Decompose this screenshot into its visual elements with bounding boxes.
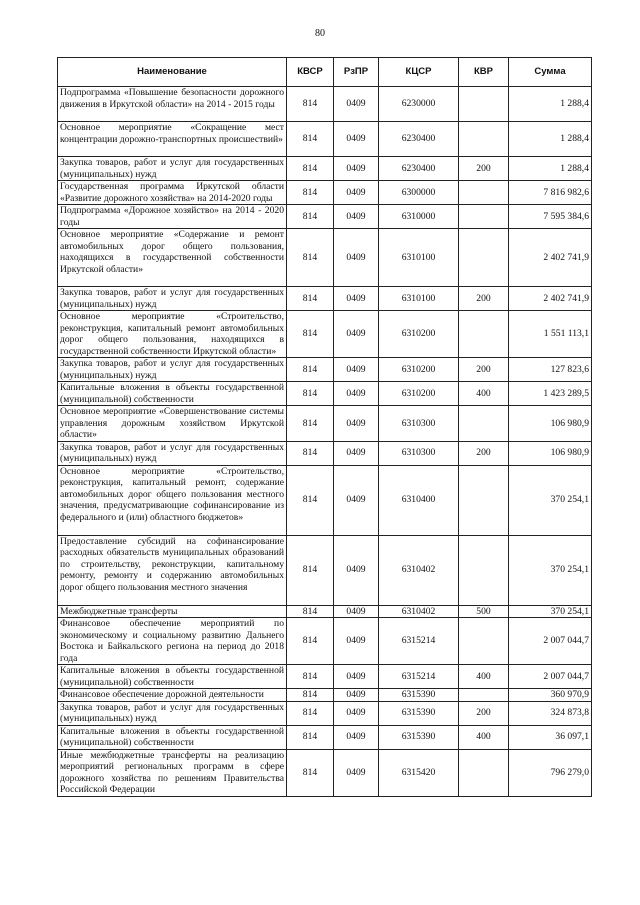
cell-rzpr: 0409 bbox=[334, 749, 379, 796]
cell-kvsr: 814 bbox=[287, 749, 334, 796]
cell-rzpr: 0409 bbox=[334, 406, 379, 442]
cell-rzpr: 0409 bbox=[334, 605, 379, 618]
cell-rzpr: 0409 bbox=[334, 87, 379, 122]
cell-kvsr: 814 bbox=[287, 689, 334, 702]
cell-kvr: 200 bbox=[459, 358, 509, 382]
cell-sum: 1 423 289,5 bbox=[509, 382, 592, 406]
table-row bbox=[58, 725, 592, 749]
cell-sum: 127 823,6 bbox=[509, 358, 592, 382]
cell-kvsr: 814 bbox=[287, 87, 334, 122]
cell-name: Финансовое обеспечение дорожной деятельности bbox=[58, 689, 287, 702]
cell-rzpr: 0409 bbox=[334, 181, 379, 205]
table-row bbox=[58, 406, 592, 442]
table-row bbox=[58, 311, 592, 358]
table-row bbox=[58, 87, 592, 122]
cell-kvr bbox=[459, 311, 509, 358]
table-row bbox=[58, 605, 592, 618]
cell-name: Подпрограмма «Дорожное хозяйство» на 2014 - 2020 годы bbox=[58, 205, 287, 229]
cell-name: Основное мероприятие «Строительство, реконструкция, капитальный ремонт автомобильных дорог общего пользования, находящихся в государственной собственности Иркутской области» bbox=[58, 311, 287, 358]
cell-kvr: 200 bbox=[459, 701, 509, 725]
cell-kvr bbox=[459, 87, 509, 122]
table-row bbox=[58, 382, 592, 406]
cell-kvr: 200 bbox=[459, 287, 509, 311]
cell-kvsr: 814 bbox=[287, 535, 334, 605]
cell-kcsr: 6230400 bbox=[379, 122, 459, 157]
cell-kvsr: 814 bbox=[287, 665, 334, 689]
cell-kvr bbox=[459, 181, 509, 205]
column-header-name: Наименование bbox=[58, 58, 287, 87]
cell-kcsr: 6315390 bbox=[379, 725, 459, 749]
cell-kvsr: 814 bbox=[287, 229, 334, 287]
cell-kcsr: 6310300 bbox=[379, 406, 459, 442]
column-header-kvsr: КВСР bbox=[287, 58, 334, 87]
cell-sum: 1 288,4 bbox=[509, 87, 592, 122]
cell-rzpr: 0409 bbox=[334, 535, 379, 605]
cell-kcsr: 6315214 bbox=[379, 665, 459, 689]
table-row bbox=[58, 465, 592, 535]
cell-kvsr: 814 bbox=[287, 406, 334, 442]
cell-kvr bbox=[459, 122, 509, 157]
cell-rzpr: 0409 bbox=[334, 311, 379, 358]
cell-name: Предоставление субсидий на софинансирование расходных обязательств муниципальных образований по строительству, реконструкции, капитальному ремонту, ремонту и содержанию автомобильных дорог общего пользования местного значения bbox=[58, 535, 287, 605]
table-body bbox=[58, 87, 592, 797]
cell-kvr bbox=[459, 406, 509, 442]
cell-name: Закупка товаров, работ и услуг для государственных (муниципальных) нужд bbox=[58, 701, 287, 725]
table-row bbox=[58, 701, 592, 725]
cell-sum: 1 288,4 bbox=[509, 157, 592, 181]
cell-kcsr: 6310400 bbox=[379, 465, 459, 535]
cell-kvr: 200 bbox=[459, 157, 509, 181]
cell-rzpr: 0409 bbox=[334, 157, 379, 181]
cell-rzpr: 0409 bbox=[334, 701, 379, 725]
cell-name: Закупка товаров, работ и услуг для государственных (муниципальных) нужд bbox=[58, 441, 287, 465]
cell-rzpr: 0409 bbox=[334, 725, 379, 749]
cell-kcsr: 6310402 bbox=[379, 605, 459, 618]
table-row bbox=[58, 749, 592, 796]
cell-kvsr: 814 bbox=[287, 181, 334, 205]
table-row bbox=[58, 205, 592, 229]
cell-kvr: 400 bbox=[459, 725, 509, 749]
cell-kvsr: 814 bbox=[287, 358, 334, 382]
cell-kcsr: 6230000 bbox=[379, 87, 459, 122]
cell-sum: 36 097,1 bbox=[509, 725, 592, 749]
cell-kcsr: 6315390 bbox=[379, 689, 459, 702]
cell-kvsr: 814 bbox=[287, 122, 334, 157]
cell-name: Основное мероприятие «Сокращение мест концентрации дорожно-транспортных происшествий» bbox=[58, 122, 287, 157]
cell-kvr: 200 bbox=[459, 441, 509, 465]
cell-kvr bbox=[459, 618, 509, 665]
cell-kcsr: 6310100 bbox=[379, 229, 459, 287]
cell-sum: 106 980,9 bbox=[509, 441, 592, 465]
cell-kvsr: 814 bbox=[287, 701, 334, 725]
cell-kvr bbox=[459, 535, 509, 605]
cell-sum: 7 816 982,6 bbox=[509, 181, 592, 205]
cell-rzpr: 0409 bbox=[334, 618, 379, 665]
table-row bbox=[58, 618, 592, 665]
table-row bbox=[58, 689, 592, 702]
cell-name: Капитальные вложения в объекты государственной (муниципальной) собственности bbox=[58, 382, 287, 406]
table-row bbox=[58, 441, 592, 465]
cell-kvsr: 814 bbox=[287, 618, 334, 665]
cell-sum: 106 980,9 bbox=[509, 406, 592, 442]
cell-kcsr: 6310200 bbox=[379, 382, 459, 406]
cell-kvr: 400 bbox=[459, 665, 509, 689]
column-header-kcsr: КЦСР bbox=[379, 58, 459, 87]
cell-sum: 7 595 384,6 bbox=[509, 205, 592, 229]
cell-rzpr: 0409 bbox=[334, 382, 379, 406]
cell-rzpr: 0409 bbox=[334, 689, 379, 702]
cell-kvsr: 814 bbox=[287, 382, 334, 406]
cell-sum: 370 254,1 bbox=[509, 535, 592, 605]
column-header-kvr: КВР bbox=[459, 58, 509, 87]
cell-sum: 1 288,4 bbox=[509, 122, 592, 157]
cell-kcsr: 6315390 bbox=[379, 701, 459, 725]
cell-kvr bbox=[459, 465, 509, 535]
cell-name: Подпрограмма «Повышение безопасности дорожного движения в Иркутской области» на 2014 - 2015 годы bbox=[58, 87, 287, 122]
table-row bbox=[58, 229, 592, 287]
cell-sum: 796 279,0 bbox=[509, 749, 592, 796]
table-row bbox=[58, 665, 592, 689]
table-row bbox=[58, 122, 592, 157]
cell-name: Основное мероприятие «Содержание и ремонт автомобильных дорог общего пользования, находящихся в государственной собственности Иркутской области» bbox=[58, 229, 287, 287]
cell-sum: 2 402 741,9 bbox=[509, 287, 592, 311]
table-row bbox=[58, 157, 592, 181]
cell-rzpr: 0409 bbox=[334, 465, 379, 535]
cell-name: Капитальные вложения в объекты государственной (муниципальной) собственности bbox=[58, 725, 287, 749]
cell-kcsr: 6315214 bbox=[379, 618, 459, 665]
cell-rzpr: 0409 bbox=[334, 441, 379, 465]
cell-kvr bbox=[459, 205, 509, 229]
cell-rzpr: 0409 bbox=[334, 287, 379, 311]
cell-kvr bbox=[459, 749, 509, 796]
cell-kvsr: 814 bbox=[287, 311, 334, 358]
table-row bbox=[58, 535, 592, 605]
cell-kvsr: 814 bbox=[287, 605, 334, 618]
cell-rzpr: 0409 bbox=[334, 358, 379, 382]
cell-name: Основное мероприятие «Совершенствование системы управления дорожным хозяйством Иркутской области» bbox=[58, 406, 287, 442]
cell-rzpr: 0409 bbox=[334, 229, 379, 287]
cell-kvsr: 814 bbox=[287, 441, 334, 465]
cell-sum: 370 254,1 bbox=[509, 605, 592, 618]
column-header-rzpr: РзПР bbox=[334, 58, 379, 87]
cell-sum: 324 873,8 bbox=[509, 701, 592, 725]
cell-name: Закупка товаров, работ и услуг для государственных (муниципальных) нужд bbox=[58, 157, 287, 181]
cell-kcsr: 6300000 bbox=[379, 181, 459, 205]
cell-rzpr: 0409 bbox=[334, 205, 379, 229]
cell-sum: 2 007 044,7 bbox=[509, 618, 592, 665]
cell-kcsr: 6230400 bbox=[379, 157, 459, 181]
cell-name: Финансовое обеспечение мероприятий по экономическому и социальному развитию Дальнего Востока и Байкальского региона на период до 2018 года bbox=[58, 618, 287, 665]
cell-kcsr: 6310200 bbox=[379, 358, 459, 382]
cell-name: Закупка товаров, работ и услуг для государственных (муниципальных) нужд bbox=[58, 358, 287, 382]
cell-kvr: 500 bbox=[459, 605, 509, 618]
cell-rzpr: 0409 bbox=[334, 122, 379, 157]
cell-name: Государственная программа Иркутской области «Развитие дорожного хозяйства» на 2014-2020 годы bbox=[58, 181, 287, 205]
cell-kcsr: 6310200 bbox=[379, 311, 459, 358]
cell-sum: 2 402 741,9 bbox=[509, 229, 592, 287]
cell-name: Закупка товаров, работ и услуг для государственных (муниципальных) нужд bbox=[58, 287, 287, 311]
cell-name: Иные межбюджетные трансферты на реализацию мероприятий региональных программ в сфере дорожного хозяйства по решениям Правительства Российской Федерации bbox=[58, 749, 287, 796]
table-row bbox=[58, 287, 592, 311]
column-header-sum: Сумма bbox=[509, 58, 592, 87]
table-row bbox=[58, 181, 592, 205]
cell-kcsr: 6310300 bbox=[379, 441, 459, 465]
cell-kcsr: 6310100 bbox=[379, 287, 459, 311]
cell-kvsr: 814 bbox=[287, 157, 334, 181]
table-header-row bbox=[58, 58, 592, 87]
cell-kvr bbox=[459, 689, 509, 702]
cell-sum: 1 551 113,1 bbox=[509, 311, 592, 358]
cell-kvr: 400 bbox=[459, 382, 509, 406]
cell-kvsr: 814 bbox=[287, 725, 334, 749]
cell-kvr bbox=[459, 229, 509, 287]
cell-rzpr: 0409 bbox=[334, 665, 379, 689]
page-number: 80 bbox=[315, 28, 325, 39]
cell-sum: 370 254,1 bbox=[509, 465, 592, 535]
cell-name: Основное мероприятие «Строительство, реконструкция, капитальный ремонт, содержание автомобильных дорог общего пользования местного значения, предусматривающие софинансирование из федерального и (или) областного бюджетов» bbox=[58, 465, 287, 535]
cell-sum: 2 007 044,7 bbox=[509, 665, 592, 689]
table-row bbox=[58, 358, 592, 382]
cell-kvsr: 814 bbox=[287, 205, 334, 229]
cell-kcsr: 6315420 bbox=[379, 749, 459, 796]
cell-name: Межбюджетные трансферты bbox=[58, 605, 287, 618]
cell-kcsr: 6310000 bbox=[379, 205, 459, 229]
cell-sum: 360 970,9 bbox=[509, 689, 592, 702]
budget-table bbox=[57, 57, 592, 797]
cell-kvsr: 814 bbox=[287, 465, 334, 535]
cell-name: Капитальные вложения в объекты государственной (муниципальной) собственности bbox=[58, 665, 287, 689]
cell-kvsr: 814 bbox=[287, 287, 334, 311]
cell-kcsr: 6310402 bbox=[379, 535, 459, 605]
